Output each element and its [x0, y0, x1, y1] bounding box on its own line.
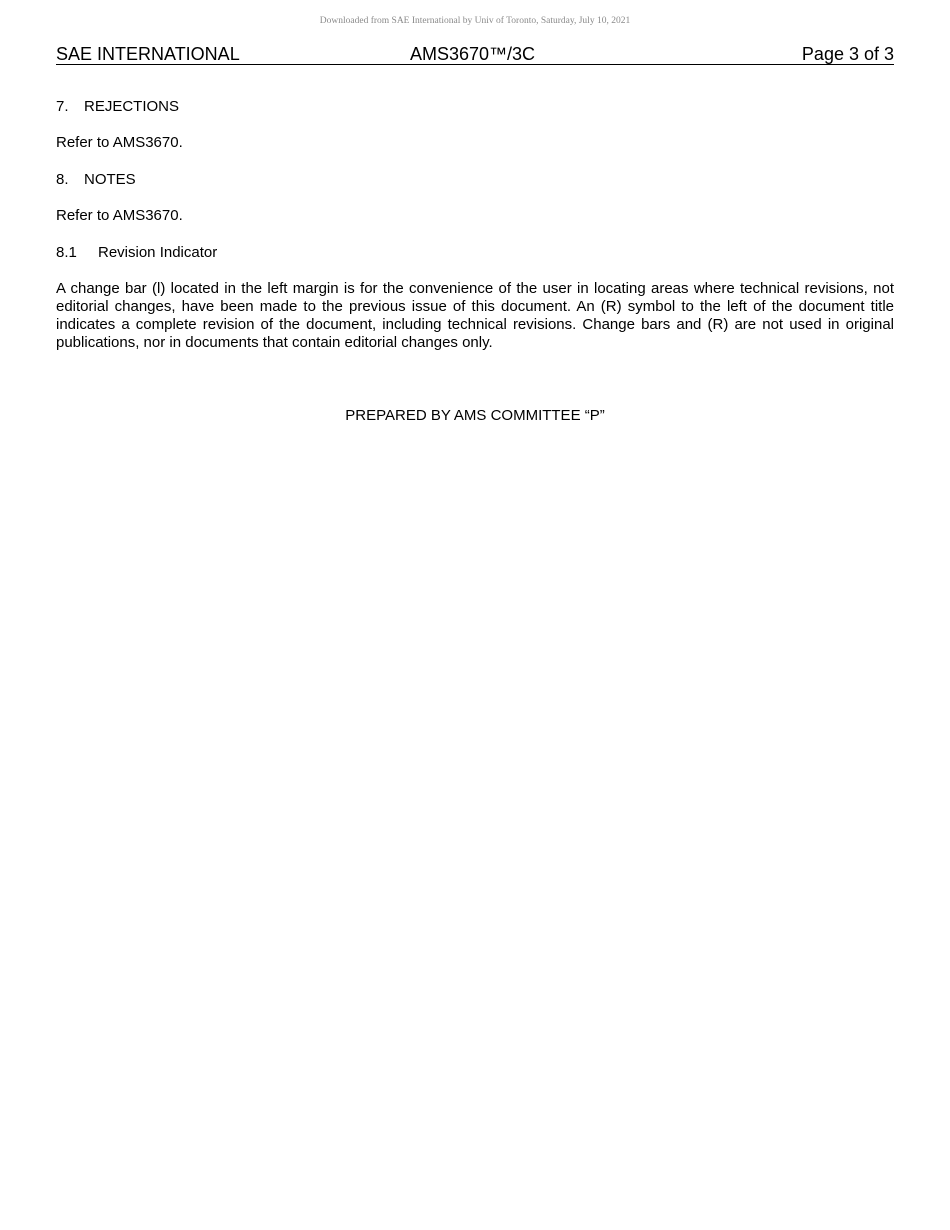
section-number: 8.: [56, 171, 69, 188]
prepared-by-footer: PREPARED BY AMS COMMITTEE “P”: [345, 407, 605, 424]
section-title: REJECTIONS: [84, 98, 180, 115]
section-8-heading: [56, 171, 136, 189]
section-7-body: Refer to AMS3670.: [56, 134, 183, 151]
header-document-id: AMS3670™/3C: [410, 44, 536, 64]
section-title: Revision Indicator: [98, 244, 218, 261]
header-page-number: Page 3 of 3: [801, 44, 894, 64]
header-organization: SAE INTERNATIONAL: [56, 44, 240, 64]
section-title: NOTES: [84, 171, 136, 188]
page-header: [56, 44, 894, 65]
section-7-heading: [56, 98, 179, 116]
revision-indicator-paragraph: A change bar (l) located in the left margin is for the convenience of the user in locating areas where technical revisions, not editorial changes, have been made to the previous issue of this document. An (R) symbol to the left of the document title indicates a complete revision of the document, including technical revisions. Change bars and (R) are not used in original publications, nor in documents that contain editorial changes only.: [56, 280, 894, 351]
section-number: 7.: [56, 98, 69, 115]
section-8-1-heading: [56, 244, 217, 262]
section-8-body: Refer to AMS3670.: [56, 207, 183, 224]
section-number: 8.1: [56, 244, 77, 261]
download-watermark: Downloaded from SAE International by Univ of Toronto, Saturday, July 10, 2021: [319, 16, 631, 26]
